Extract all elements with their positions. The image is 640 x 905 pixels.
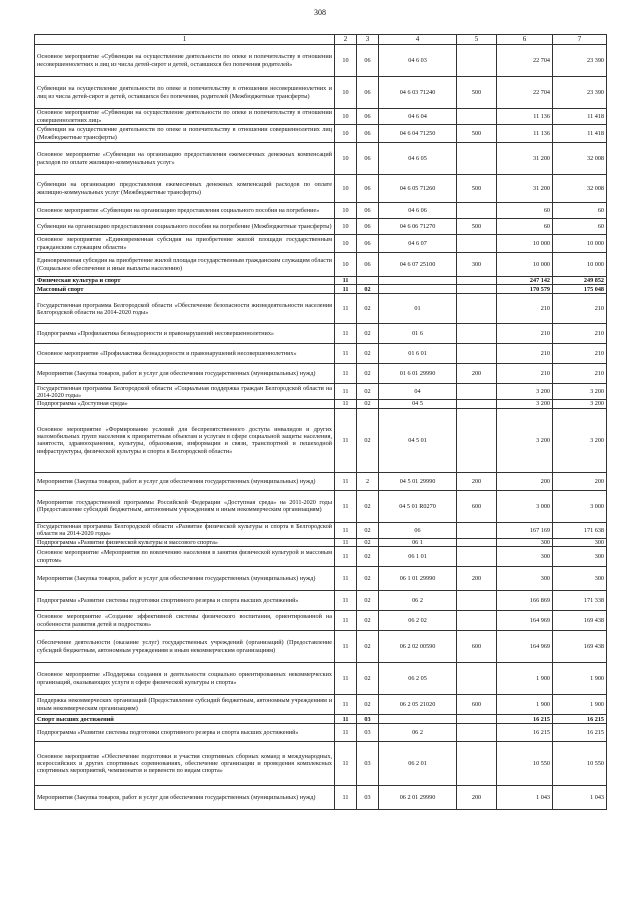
subsection-code: 02	[357, 324, 379, 344]
expense-type-code	[457, 45, 497, 77]
amount-year-1: 31 200	[497, 143, 553, 175]
section-code: 11	[335, 631, 357, 663]
amount-year-1: 22 704	[497, 45, 553, 77]
expense-type-code	[457, 277, 497, 285]
section-code: 11	[335, 324, 357, 344]
amount-year-1: 10 000	[497, 235, 553, 253]
page-number: 308	[314, 8, 326, 17]
target-article-code	[379, 285, 457, 294]
row-name: Подпрограмма «Профилактика безнадзорности и правонарушений несовершеннолетних»	[35, 324, 335, 344]
target-article-code: 06 2 05	[379, 663, 457, 695]
amount-year-2: 171 638	[553, 522, 607, 538]
subsection-code: 06	[357, 203, 379, 219]
target-article-code: 06	[379, 522, 457, 538]
subsection-code: 06	[357, 219, 379, 235]
expense-type-code	[457, 324, 497, 344]
subsection-code: 06	[357, 143, 379, 175]
target-article-code: 06 2	[379, 724, 457, 742]
amount-year-2: 32 008	[553, 175, 607, 203]
section-code: 10	[335, 235, 357, 253]
target-article-code: 01 6 01 29990	[379, 364, 457, 384]
section-code: 11	[335, 408, 357, 472]
target-article-code: 04 6 06	[379, 203, 457, 219]
subsection-code: 06	[357, 45, 379, 77]
table-row	[35, 400, 607, 408]
column-header: 4	[379, 35, 457, 45]
section-code: 10	[335, 253, 357, 277]
section-code: 11	[335, 786, 357, 810]
amount-year-2: 1 043	[553, 786, 607, 810]
subsection-code	[357, 277, 379, 285]
expense-type-code	[457, 203, 497, 219]
subsection-code: 03	[357, 715, 379, 724]
amount-year-2: 3 200	[553, 408, 607, 472]
subsection-code: 03	[357, 786, 379, 810]
target-article-code: 01 6 01	[379, 344, 457, 364]
row-name: Мероприятия государственной программы Российской Федерации «Доступная среда» на 2011-2020 годы (Предоставление субсидий бюджетным, автономным учреждениям и иным некоммерческим организациям)	[35, 490, 335, 522]
expense-type-code	[457, 344, 497, 364]
amount-year-1: 11 136	[497, 109, 553, 125]
table-body	[35, 45, 607, 810]
expense-type-code: 500	[457, 219, 497, 235]
section-code: 11	[335, 294, 357, 324]
table-row	[35, 285, 607, 294]
table-row	[35, 742, 607, 786]
table-row	[35, 724, 607, 742]
section-code: 11	[335, 611, 357, 631]
amount-year-1: 200	[497, 472, 553, 490]
target-article-code: 01 6	[379, 324, 457, 344]
target-article-code: 06 2	[379, 591, 457, 611]
amount-year-1: 22 704	[497, 77, 553, 109]
header-row	[35, 35, 607, 45]
amount-year-2: 32 008	[553, 143, 607, 175]
amount-year-1: 3 200	[497, 384, 553, 400]
amount-year-2: 10 550	[553, 742, 607, 786]
amount-year-1: 300	[497, 547, 553, 567]
amount-year-2: 169 438	[553, 611, 607, 631]
target-article-code: 06 1	[379, 538, 457, 546]
column-header: 2	[335, 35, 357, 45]
amount-year-2: 60	[553, 203, 607, 219]
expense-type-code	[457, 235, 497, 253]
subsection-code: 2	[357, 472, 379, 490]
table-row	[35, 45, 607, 77]
table-row	[35, 344, 607, 364]
section-code: 11	[335, 547, 357, 567]
row-name: Основное мероприятие «Профилактика безнадзорности и правонарушений несовершеннолетних»	[35, 344, 335, 364]
amount-year-1: 247 142	[497, 277, 553, 285]
table-row	[35, 567, 607, 591]
row-name: Основное мероприятие «Субвенции на осуществление деятельности по опеке и попечительству в отношении несовершеннолетних и лиц из числа детей-сирот и детей, оставшихся без попечения родителей»	[35, 45, 335, 77]
subsection-code: 02	[357, 490, 379, 522]
section-code: 11	[335, 695, 357, 715]
column-header: 6	[497, 35, 553, 45]
expense-type-code	[457, 408, 497, 472]
table-row	[35, 538, 607, 546]
expense-type-code	[457, 400, 497, 408]
target-article-code: 04 6 03	[379, 45, 457, 77]
amount-year-2: 10 000	[553, 253, 607, 277]
amount-year-1: 16 215	[497, 724, 553, 742]
subsection-code: 02	[357, 567, 379, 591]
table-row	[35, 490, 607, 522]
row-name: Поддержка некоммерческих организаций (Предоставление субсидий бюджетным, автономным учреждениям и иным некоммерческим организациям)	[35, 695, 335, 715]
target-article-code: 04 5 01	[379, 408, 457, 472]
amount-year-1: 166 869	[497, 591, 553, 611]
table-row	[35, 611, 607, 631]
subsection-code: 02	[357, 591, 379, 611]
expense-type-code: 200	[457, 567, 497, 591]
amount-year-2: 16 215	[553, 724, 607, 742]
amount-year-1: 210	[497, 344, 553, 364]
subsection-code: 03	[357, 724, 379, 742]
row-name: Основное мероприятие «Субвенции на осуществление деятельности по опеке и попечительству в отношении совершеннолетних лиц»	[35, 109, 335, 125]
table-row	[35, 786, 607, 810]
target-article-code: 04 6 04 71250	[379, 125, 457, 143]
section-code: 10	[335, 219, 357, 235]
subsection-code: 02	[357, 631, 379, 663]
row-name: Подпрограмма «Доступная среда»	[35, 400, 335, 408]
section-code: 10	[335, 125, 357, 143]
amount-year-1: 31 200	[497, 175, 553, 203]
section-code: 11	[335, 400, 357, 408]
row-name: Единовременная субсидия на приобретение жилой площади государственным гражданским служащим области (Социальное обеспечение и иные выплаты населению)	[35, 253, 335, 277]
table-row	[35, 125, 607, 143]
amount-year-1: 60	[497, 203, 553, 219]
amount-year-1: 3 000	[497, 490, 553, 522]
expense-type-code: 200	[457, 472, 497, 490]
subsection-code: 02	[357, 364, 379, 384]
target-article-code: 06 2 01 29990	[379, 786, 457, 810]
row-name: Государственная программа Белгородской области «Обеспечение безопасности жизнедеятельности населения Белгородской области на 2014-2020 годы»	[35, 294, 335, 324]
table-row	[35, 547, 607, 567]
section-code: 11	[335, 472, 357, 490]
amount-year-1: 3 200	[497, 400, 553, 408]
expense-type-code	[457, 611, 497, 631]
row-name: Мероприятия (Закупка товаров, работ и услуг для обеспечения государственных (муниципальных) нужд)	[35, 786, 335, 810]
amount-year-1: 1 900	[497, 663, 553, 695]
row-name: Основное мероприятие «Субвенции на организацию предоставления ежемесячных денежных компенсаций расходов по оплате жилищно-коммунальных услуг»	[35, 143, 335, 175]
expense-type-code: 200	[457, 364, 497, 384]
amount-year-2: 1 900	[553, 663, 607, 695]
table-row	[35, 277, 607, 285]
row-name: Подпрограмма «Развитие системы подготовки спортивного резерва и спорта высших достижений»	[35, 724, 335, 742]
target-article-code: 06 2 01	[379, 742, 457, 786]
amount-year-2: 23 390	[553, 77, 607, 109]
subsection-code: 06	[357, 125, 379, 143]
row-name: Основное мероприятие «Единовременная субсидия на приобретение жилой площади государственным гражданским служащим области»	[35, 235, 335, 253]
subsection-code: 02	[357, 695, 379, 715]
amount-year-2: 210	[553, 364, 607, 384]
section-code: 10	[335, 203, 357, 219]
amount-year-2: 210	[553, 324, 607, 344]
amount-year-1: 60	[497, 219, 553, 235]
column-header: 7	[553, 35, 607, 45]
subsection-code: 06	[357, 235, 379, 253]
table-row	[35, 235, 607, 253]
row-name: Обеспечение деятельности (оказание услуг) государственных учреждений (организаций) (Предоставление субсидий бюджетным, автономным учреждениям и иным некоммерческим организациям)	[35, 631, 335, 663]
subsection-code: 02	[357, 294, 379, 324]
expense-type-code	[457, 294, 497, 324]
section-code: 10	[335, 45, 357, 77]
amount-year-2: 11 418	[553, 125, 607, 143]
amount-year-2: 16 215	[553, 715, 607, 724]
table-row	[35, 77, 607, 109]
section-code: 11	[335, 538, 357, 546]
expense-type-code: 300	[457, 253, 497, 277]
budget-table	[34, 34, 607, 810]
subsection-code: 02	[357, 522, 379, 538]
target-article-code	[379, 715, 457, 724]
table-row	[35, 472, 607, 490]
subsection-code: 02	[357, 400, 379, 408]
amount-year-2: 249 852	[553, 277, 607, 285]
subsection-code: 02	[357, 611, 379, 631]
amount-year-1: 1 900	[497, 695, 553, 715]
table-row	[35, 253, 607, 277]
subsection-code: 02	[357, 408, 379, 472]
expense-type-code: 600	[457, 490, 497, 522]
table-row	[35, 408, 607, 472]
target-article-code: 04 6 03 71240	[379, 77, 457, 109]
subsection-code: 06	[357, 253, 379, 277]
table-row	[35, 384, 607, 400]
subsection-code: 02	[357, 285, 379, 294]
amount-year-1: 167 169	[497, 522, 553, 538]
amount-year-1: 164 969	[497, 631, 553, 663]
target-article-code: 04 6 04	[379, 109, 457, 125]
table-row	[35, 203, 607, 219]
amount-year-2: 3 000	[553, 490, 607, 522]
amount-year-2: 3 200	[553, 400, 607, 408]
amount-year-2: 169 438	[553, 631, 607, 663]
section-code: 11	[335, 591, 357, 611]
row-name: Субвенции на организацию предоставления социального пособия на погребение (Межбюджетные трансферты)	[35, 219, 335, 235]
table-row	[35, 715, 607, 724]
row-name: Субвенции на осуществление деятельности по опеке и попечительству в отношении несовершеннолетних и лиц из числа детей-сирот и детей, оставшихся без попечения, родителей (Межбюджетные трансферты)	[35, 77, 335, 109]
section-code: 11	[335, 285, 357, 294]
amount-year-1: 300	[497, 567, 553, 591]
amount-year-1: 170 579	[497, 285, 553, 294]
column-header: 5	[457, 35, 497, 45]
subsection-code: 02	[357, 547, 379, 567]
amount-year-2: 200	[553, 472, 607, 490]
row-name: Подпрограмма «Развитие физической культуры и массового спорта»	[35, 538, 335, 546]
target-article-code: 04 5	[379, 400, 457, 408]
row-name: Субвенции на осуществление деятельности по опеке и попечительству в отношении совершеннолетних лиц (Межбюджетные трансферты)	[35, 125, 335, 143]
row-name: Основное мероприятие «Формирование условий для беспрепятственного доступа инвалидов и других маломобильных групп населения к приоритетным объектам и услугам в сфере социальной защиты населения, занятости, здравоохранения, культуры, образования, информации и связи, транспортной и пешеходной инфраструктуры, физической культуры и спорта в Белгородской области»	[35, 408, 335, 472]
target-article-code: 04	[379, 384, 457, 400]
subsection-code: 02	[357, 663, 379, 695]
row-name: Физическая культура и спорт	[35, 277, 335, 285]
amount-year-2: 60	[553, 219, 607, 235]
expense-type-code: 200	[457, 786, 497, 810]
row-name: Мероприятия (Закупка товаров, работ и услуг для обеспечения государственных (муниципальных) нужд)	[35, 472, 335, 490]
expense-type-code: 500	[457, 175, 497, 203]
expense-type-code	[457, 384, 497, 400]
column-header: 3	[357, 35, 379, 45]
target-article-code: 01	[379, 294, 457, 324]
target-article-code: 04 5 01 29990	[379, 472, 457, 490]
amount-year-1: 10 000	[497, 253, 553, 277]
table-row	[35, 591, 607, 611]
subsection-code: 06	[357, 175, 379, 203]
table-row	[35, 219, 607, 235]
target-article-code: 06 2 05 21020	[379, 695, 457, 715]
subsection-code: 06	[357, 109, 379, 125]
amount-year-1: 210	[497, 294, 553, 324]
section-code: 11	[335, 742, 357, 786]
expense-type-code	[457, 724, 497, 742]
section-code: 11	[335, 522, 357, 538]
subsection-code: 02	[357, 344, 379, 364]
amount-year-1: 11 136	[497, 125, 553, 143]
expense-type-code	[457, 538, 497, 546]
table-row	[35, 143, 607, 175]
table-row	[35, 294, 607, 324]
target-article-code: 06 2 02	[379, 611, 457, 631]
row-name: Мероприятия (Закупка товаров, работ и услуг для обеспечения государственных (муниципальных) нужд)	[35, 567, 335, 591]
table-row	[35, 695, 607, 715]
section-code: 11	[335, 277, 357, 285]
target-article-code: 06 1 01	[379, 547, 457, 567]
amount-year-2: 10 000	[553, 235, 607, 253]
expense-type-code	[457, 143, 497, 175]
section-code: 11	[335, 663, 357, 695]
amount-year-2: 175 048	[553, 285, 607, 294]
row-name: Основное мероприятие «Обеспечение подготовки и участия спортивных сборных команд в международных, всероссийских и других спортивных соревнованиях, обеспечение организации и проведения комплексных спортивных мероприятий, чемпионатов и первенств по видам спорта»	[35, 742, 335, 786]
expense-type-code: 600	[457, 695, 497, 715]
subsection-code: 02	[357, 384, 379, 400]
section-code: 11	[335, 344, 357, 364]
table-row	[35, 663, 607, 695]
section-code: 11	[335, 715, 357, 724]
row-name: Основное мероприятие «Создание эффективной системы физического воспитания, ориентированной на особенности развития детей и подростков»	[35, 611, 335, 631]
target-article-code: 04 6 07	[379, 235, 457, 253]
row-name: Подпрограмма «Развитие системы подготовки спортивного резерва и спорта высших достижений»	[35, 591, 335, 611]
expense-type-code	[457, 591, 497, 611]
table-row	[35, 631, 607, 663]
row-name: Спорт высших достижений	[35, 715, 335, 724]
table-row	[35, 324, 607, 344]
amount-year-2: 210	[553, 294, 607, 324]
table-row	[35, 522, 607, 538]
target-article-code: 04 6 07 25100	[379, 253, 457, 277]
target-article-code	[379, 277, 457, 285]
section-code: 11	[335, 724, 357, 742]
subsection-code: 03	[357, 742, 379, 786]
subsection-code: 06	[357, 77, 379, 109]
amount-year-1: 3 200	[497, 408, 553, 472]
table-row	[35, 109, 607, 125]
section-code: 10	[335, 109, 357, 125]
expense-type-code	[457, 109, 497, 125]
column-header: 1	[35, 35, 335, 45]
amount-year-1: 1 043	[497, 786, 553, 810]
section-code: 11	[335, 567, 357, 591]
section-code: 10	[335, 175, 357, 203]
amount-year-2: 300	[553, 538, 607, 546]
expense-type-code: 600	[457, 631, 497, 663]
expense-type-code: 500	[457, 77, 497, 109]
expense-type-code	[457, 547, 497, 567]
target-article-code: 04 6 06 71270	[379, 219, 457, 235]
table-row	[35, 364, 607, 384]
row-name: Субвенции на организацию предоставления ежемесячных денежных компенсаций расходов по оплате жилищно-коммунальных услуг (Межбюджетные трансферты)	[35, 175, 335, 203]
expense-type-code: 500	[457, 125, 497, 143]
amount-year-2: 300	[553, 547, 607, 567]
row-name: Государственная программа Белгородской области «Развитие физической культуры и спорта в Белгородской области на 2014-2020 годы»	[35, 522, 335, 538]
amount-year-1: 16 215	[497, 715, 553, 724]
expense-type-code	[457, 663, 497, 695]
expense-type-code	[457, 285, 497, 294]
amount-year-1: 210	[497, 324, 553, 344]
amount-year-1: 300	[497, 538, 553, 546]
row-name: Государственная программа Белгородской области «Социальная поддержка граждан Белгородской области на 2014-2020 годы»	[35, 384, 335, 400]
section-code: 10	[335, 143, 357, 175]
section-code: 11	[335, 490, 357, 522]
row-name: Массовый спорт	[35, 285, 335, 294]
expense-type-code	[457, 715, 497, 724]
target-article-code: 06 2 02 00590	[379, 631, 457, 663]
section-code: 10	[335, 77, 357, 109]
table-row	[35, 175, 607, 203]
expense-type-code	[457, 522, 497, 538]
section-code: 11	[335, 384, 357, 400]
row-name: Основное мероприятие «Мероприятия по вовлечению населения в занятия физической культурой и массовым спортом»	[35, 547, 335, 567]
target-article-code: 04 6 05	[379, 143, 457, 175]
amount-year-2: 1 900	[553, 695, 607, 715]
row-name: Основное мероприятие «Поддержка создания и деятельности социально ориентированных некоммерческих организаций, оказывающих услуги в сфере физической культуры и спорта»	[35, 663, 335, 695]
amount-year-2: 3 200	[553, 384, 607, 400]
amount-year-2: 23 390	[553, 45, 607, 77]
row-name: Основное мероприятие «Субвенции на организацию предоставления социального пособия на погребение»	[35, 203, 335, 219]
target-article-code: 04 5 01 R0270	[379, 490, 457, 522]
amount-year-2: 171 338	[553, 591, 607, 611]
amount-year-2: 11 418	[553, 109, 607, 125]
amount-year-1: 164 969	[497, 611, 553, 631]
row-name: Мероприятия (Закупка товаров, работ и услуг для обеспечения государственных (муниципальных) нужд)	[35, 364, 335, 384]
section-code: 11	[335, 364, 357, 384]
target-article-code: 06 1 01 29990	[379, 567, 457, 591]
subsection-code: 02	[357, 538, 379, 546]
expense-type-code	[457, 742, 497, 786]
amount-year-2: 210	[553, 344, 607, 364]
amount-year-1: 10 550	[497, 742, 553, 786]
amount-year-2: 300	[553, 567, 607, 591]
target-article-code: 04 6 05 71260	[379, 175, 457, 203]
amount-year-1: 210	[497, 364, 553, 384]
